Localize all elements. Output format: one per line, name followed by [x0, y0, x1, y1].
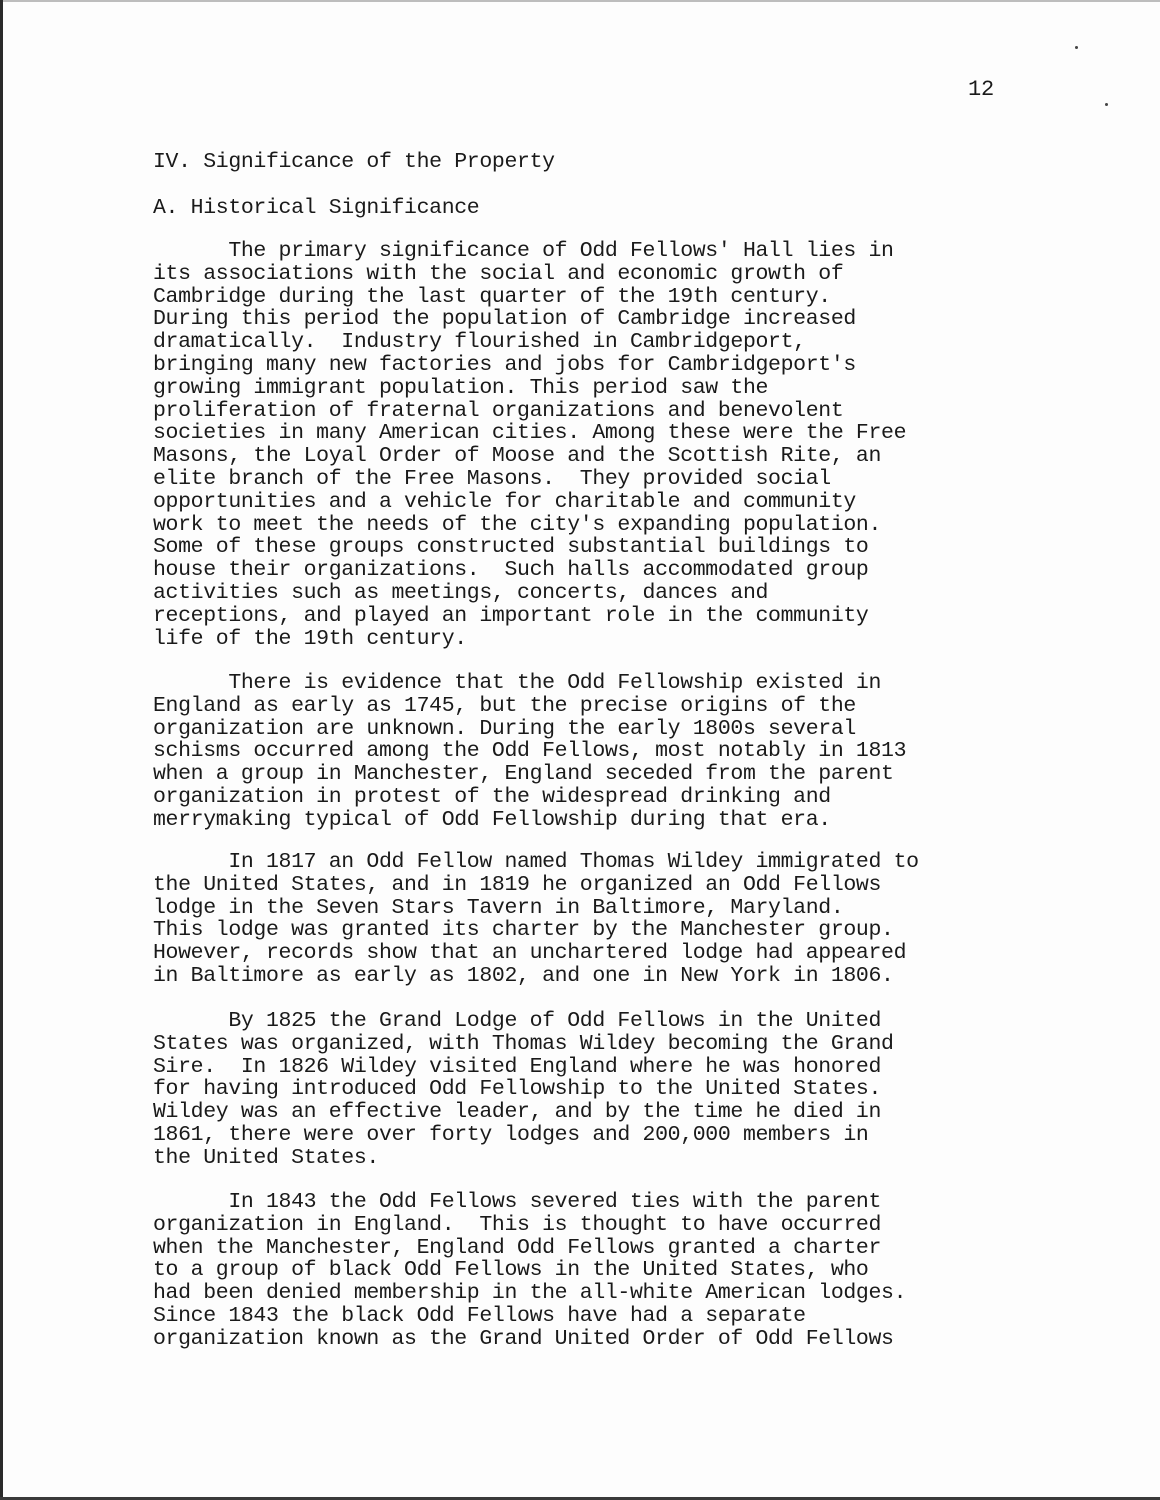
text-line: merrymaking typical of Odd Fellowship during that era.	[153, 807, 831, 832]
text-line: when a group in Manchester, England seceded from the parent	[153, 762, 894, 787]
text-line: elite branch of the Free Masons. They provided social	[153, 466, 831, 491]
page-number: 12	[968, 77, 995, 102]
text-line: proliferation of fraternal organizations and benevolent	[153, 398, 844, 423]
text-line: when the Manchester, England Odd Fellows granted a charter	[153, 1235, 882, 1260]
paragraph	[153, 240, 1013, 650]
text-line: In 1817 an Odd Fellow named Thomas Wildey immigrated to	[153, 850, 919, 874]
paragraph	[153, 851, 1013, 988]
text-line: By 1825 the Grand Lodge of Odd Fellows in the United	[153, 1009, 882, 1033]
text-line: the United States.	[153, 1145, 379, 1170]
paragraph	[153, 1010, 1013, 1170]
text-line: This lodge was granted its charter by the Manchester group.	[153, 918, 894, 943]
text-line: in Baltimore as early as 1802, and one in New York in 1806.	[153, 963, 894, 988]
text-line: for having introduced Odd Fellowship to the United States.	[153, 1077, 882, 1102]
text-line: Since 1843 the black Odd Fellows have had a separate	[153, 1303, 806, 1328]
text-line: Sire. In 1826 Wildey visited England where he was honored	[153, 1054, 882, 1079]
text-line: house their organizations. Such halls accommodated group	[153, 558, 869, 583]
text-line: receptions, and played an important role in the community	[153, 603, 869, 628]
text-line: the United States, and in 1819 he organized an Odd Fellows	[153, 872, 882, 897]
text-line: its associations with the social and economic growth of	[153, 261, 844, 286]
subsection-heading: A. Historical Significance	[153, 196, 480, 220]
text-line: growing immigrant population. This period saw the	[153, 375, 769, 400]
section-heading: IV. Significance of the Property	[153, 150, 555, 174]
text-line: to a group of black Odd Fellows in the United States, who	[153, 1258, 869, 1283]
text-line: lodge in the Seven Stars Tavern in Baltimore, Maryland.	[153, 895, 844, 920]
paragraph	[153, 672, 1013, 832]
text-line: societies in many American cities. Among these were the Free	[153, 421, 907, 446]
text-line: work to meet the needs of the city's expanding population.	[153, 512, 882, 537]
paragraph	[153, 1191, 1013, 1351]
text-line: organization known as the Grand United Order of Odd Fellows	[153, 1326, 894, 1351]
text-line: Some of these groups constructed substantial buildings to	[153, 535, 869, 560]
text-line: However, records show that an unchartered lodge had appeared	[153, 941, 907, 966]
scan-speck	[1075, 46, 1078, 49]
text-line: 1861, there were over forty lodges and 200,000 members in	[153, 1122, 869, 1147]
text-line: There is evidence that the Odd Fellowship existed in	[153, 671, 882, 695]
text-line: had been denied membership in the all-white American lodges.	[153, 1281, 907, 1306]
text-line: schisms occurred among the Odd Fellows, most notably in 1813	[153, 739, 907, 764]
text-line: Cambridge during the last quarter of the 19th century.	[153, 284, 831, 309]
text-line: During this period the population of Cambridge increased	[153, 307, 856, 332]
text-line: opportunities and a vehicle for charitable and community	[153, 489, 856, 514]
text-line: organization in protest of the widespread drinking and	[153, 784, 831, 809]
text-line: States was organized, with Thomas Wildey becoming the Grand	[153, 1031, 894, 1056]
text-line: In 1843 the Odd Fellows severed ties with the parent	[153, 1190, 882, 1214]
text-line: bringing many new factories and jobs for Cambridgeport's	[153, 352, 856, 377]
scan-speck	[1105, 103, 1108, 106]
text-line: life of the 19th century.	[153, 626, 467, 651]
text-line: organization in England. This is thought to have occurred	[153, 1212, 882, 1237]
text-line: dramatically. Industry flourished in Cambridgeport,	[153, 330, 806, 355]
text-line: Masons, the Loyal Order of Moose and the Scottish Rite, an	[153, 444, 882, 469]
scan-edge-top	[0, 0, 1160, 2]
scan-edge-left	[0, 0, 3, 1500]
text-line: England as early as 1745, but the precise origins of the	[153, 693, 856, 718]
text-line: Wildey was an effective leader, and by the time he died in	[153, 1100, 882, 1125]
text-line: activities such as meetings, concerts, dances and	[153, 580, 769, 605]
text-line: The primary significance of Odd Fellows' Hall lies in	[153, 239, 894, 263]
text-line: organization are unknown. During the early 1800s several	[153, 716, 856, 741]
